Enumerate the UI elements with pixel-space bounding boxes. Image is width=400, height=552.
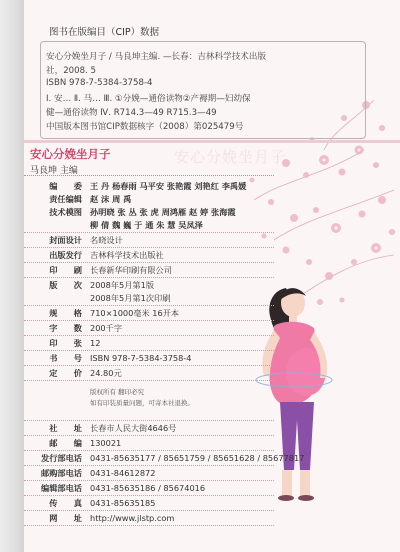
divider [24,435,274,436]
divider [24,320,274,321]
contact-label: 发行部电话 [41,453,82,463]
divider [24,495,274,496]
divider [24,420,274,421]
divider [24,480,274,481]
divider [24,450,274,451]
contact-label: 编辑部电话 [41,483,82,493]
divider [24,350,274,351]
cip-line: ISBN 978-7-5384-3758-4 [46,78,153,88]
contact-label: 传 真 [49,498,82,508]
contact-value: 130021 [90,438,122,448]
cip-line: 安心分娩坐月子 / 马良坤主编. —长春：吉林科学技术出版 [46,52,267,62]
credit-label: 印 刷 [49,265,82,275]
credit-value: 长春新华印刷有限公司 [90,265,172,275]
credit-value: 2008年5月第1版 [90,280,155,290]
copyright-page [24,0,400,552]
credit-value: 710×1000毫米 16开本 [90,308,180,318]
return-note: 如有印装质量问题，可寄本社退换。 [90,399,194,407]
author: 马良坤 主编 [30,166,78,176]
contact-value: 0431-85635177 / 85651759 / 85651628 / 85677817 [90,453,305,463]
divider [24,335,274,336]
cip-line: 健—通俗读物 Ⅳ. R714.3—49 R715.3—49 [46,108,217,118]
divider [24,232,274,233]
cip-heading: 图书在版编目（CIP）数据 [49,27,160,38]
credit-value: 24.80元 [90,368,122,378]
credit-label: 技术模图 [49,207,82,217]
credit-value: 200千字 [90,323,123,333]
rights-note: 版权所有 翻印必究 [90,388,145,396]
credit-value: 名晓设计 [90,235,123,245]
credit-value: 柳 倩 魏 巍 于 通 朱 慧 吴凤泽 [90,220,203,230]
divider [24,305,274,306]
divider [24,262,274,263]
divider [24,277,274,278]
credit-label: 编 委 [49,181,82,191]
book-title: 安心分娩坐月子 [30,147,111,161]
contact-label: 网 址 [49,513,82,523]
contact-label: 社 址 [49,423,82,433]
credit-label: 书 号 [49,353,82,363]
divider [24,175,274,176]
contact-value: 0431-84612872 [90,468,156,478]
contact-value: http://www.jlstp.com [90,513,175,523]
credit-value: 2008年5月第1次印刷 [90,293,171,303]
credit-label: 责任编辑 [49,194,82,204]
credit-label: 印 张 [49,338,82,348]
cip-line: Ⅰ. 安… Ⅱ. 马… Ⅲ. ①分娩—通俗读物②产褥期—妇幼保 [46,94,251,104]
contact-value: 0431-85635186 / 85674016 [90,483,206,493]
contact-value: 长春市人民大街4646号 [90,423,177,433]
credit-value: ISBN 978-7-5384-3758-4 [90,353,192,363]
page-gutter [0,0,24,552]
credit-label: 版 次 [49,280,82,290]
credit-label: 出版发行 [49,250,82,260]
credit-label: 定 价 [49,368,82,378]
divider [24,465,274,466]
credit-value: 吉林科学技术出版社 [90,250,164,260]
contact-label: 邮 编 [49,438,82,448]
cip-line: 社，2008. 5 [46,66,96,76]
contact-value: 0431-85635185 [90,498,156,508]
credit-value: 孙明晓 张 丛 张 虎 周鸿雁 赵 婷 张海霞 [90,207,236,217]
credit-label: 封面设计 [49,235,82,245]
divider [24,525,274,526]
divider [24,365,274,366]
credit-label: 规 格 [49,308,82,318]
divider [24,140,400,143]
cip-line: 中国版本图书馆CIP数据核字（2008）第025479号 [46,122,244,132]
credit-value: 赵 沫 周 禹 [90,194,132,204]
divider [24,247,274,248]
credit-value: 王 丹 杨春雨 马平安 张艳霞 刘艳红 李禹媛 [90,181,247,191]
credit-value: 12 [90,338,101,348]
credit-label: 字 数 [49,323,82,333]
contact-label: 邮购部电话 [41,468,82,478]
divider [24,380,274,381]
watermark-title: 安心分娩坐月子 [174,148,287,166]
divider [24,510,274,511]
